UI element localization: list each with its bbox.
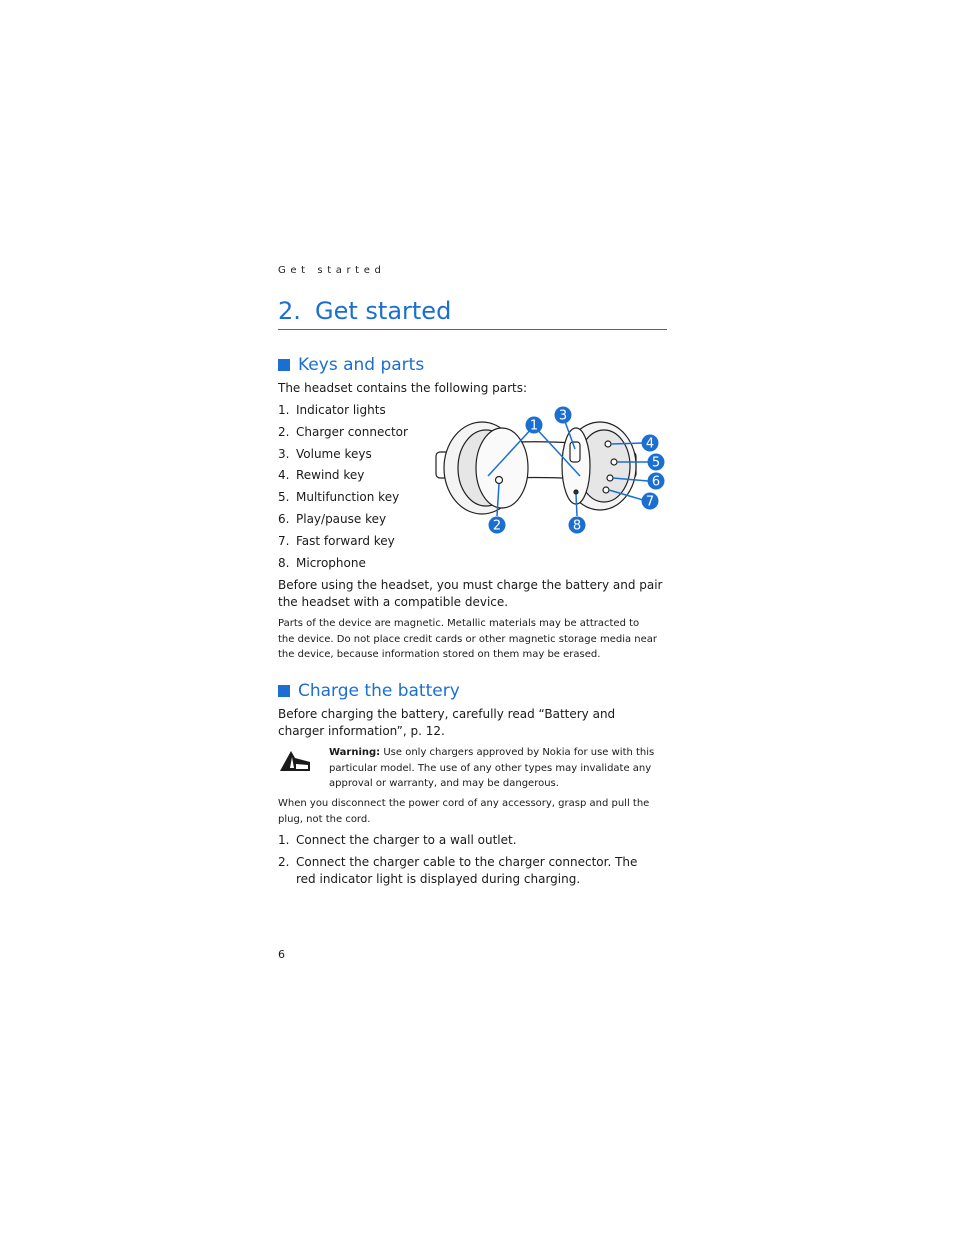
list-item xyxy=(278,424,438,446)
callout-line xyxy=(611,443,643,444)
warning-body: Use only chargers approved by Nokia for use with this particular model. The use of any other types may invalidate any approval or warranty, and may be dangerous. xyxy=(329,747,655,789)
rewind-key-shape xyxy=(605,441,611,447)
callout-5 xyxy=(648,454,665,471)
chapter-number: 2. xyxy=(278,297,301,325)
list-item-label: Volume keys xyxy=(296,446,372,461)
list-item xyxy=(278,832,638,849)
list-item-number: 5. xyxy=(278,490,290,505)
callout-label: 2 xyxy=(492,518,502,534)
disconnect-note: When you disconnect the power cord of any accessory, grasp and pull the plug, not the cord. xyxy=(278,798,650,825)
step-number: 1. xyxy=(278,833,290,847)
section-square-icon xyxy=(278,359,290,371)
list-item xyxy=(278,489,438,511)
step-number: 2. xyxy=(278,855,290,869)
list-item-label: Microphone xyxy=(296,555,366,570)
callout-label: 7 xyxy=(645,494,655,510)
list-item xyxy=(278,555,438,577)
section-title-charge-battery xyxy=(278,680,460,702)
callout-2 xyxy=(489,517,506,534)
callout-8 xyxy=(569,517,586,534)
list-item-number: 3. xyxy=(278,446,290,461)
headset-figure xyxy=(430,404,670,538)
section-title-text: Keys and parts xyxy=(298,355,425,375)
multifunction-key-shape xyxy=(611,459,617,465)
charger-port xyxy=(496,477,503,484)
list-item xyxy=(278,467,438,489)
section-title-keys-and-parts xyxy=(278,354,424,376)
charging-steps xyxy=(278,832,638,893)
callout-3 xyxy=(555,407,572,424)
step-text: Connect the charger to a wall outlet. xyxy=(296,833,517,847)
warning-text xyxy=(329,745,659,792)
callout-label: 8 xyxy=(572,518,582,534)
microphone-hole xyxy=(574,490,578,494)
callout-6 xyxy=(648,473,665,490)
callout-4 xyxy=(642,435,659,452)
callout-label: 1 xyxy=(529,418,539,434)
list-item-number: 4. xyxy=(278,468,290,483)
warning-label: Warning: xyxy=(329,747,381,758)
callout-label: 3 xyxy=(558,408,568,424)
callout-label: 5 xyxy=(651,455,661,471)
list-item-label: Charger connector xyxy=(296,424,408,439)
list-item-label: Indicator lights xyxy=(296,403,386,417)
section-title-text: Charge the battery xyxy=(298,681,460,701)
list-item xyxy=(278,854,638,888)
list-item xyxy=(278,533,438,555)
magnetic-note: Parts of the device are magnetic. Metallic materials may be attracted to the device. Do not place credit cards or other magnetic storage media near the device, because information stored on them may be erased. xyxy=(278,618,658,660)
list-item-number: 1. xyxy=(278,403,290,417)
callout-7 xyxy=(642,493,659,510)
warning-icon xyxy=(278,748,312,772)
list-item-number: 7. xyxy=(278,533,290,548)
list-item-label: Play/pause key xyxy=(296,511,387,526)
page-number: 6 xyxy=(278,948,285,961)
step-text: Connect the charger cable to the charger connector. The red indicator light is displayed during charging. xyxy=(296,855,638,886)
list-item-label: Multifunction key xyxy=(296,490,400,505)
list-item-number: 8. xyxy=(278,555,290,570)
callout-1 xyxy=(526,417,543,434)
parts-intro: The headset contains the following parts: xyxy=(278,381,528,395)
callout-line xyxy=(576,494,577,516)
parts-list xyxy=(278,402,438,576)
callout-label: 4 xyxy=(645,436,655,452)
list-item-number: 2. xyxy=(278,424,290,439)
list-item-label: Fast forward key xyxy=(296,533,395,548)
charge-intro: Before charging the battery, carefully read “Battery and charger information”, p. 12. xyxy=(278,707,616,738)
running-header: Get started xyxy=(278,265,386,276)
list-item xyxy=(278,511,438,533)
forward-key-shape xyxy=(603,487,609,493)
play-key-shape xyxy=(607,475,613,481)
volume-keys-shape xyxy=(570,442,580,462)
list-item xyxy=(278,446,438,468)
section-square-icon xyxy=(278,685,290,697)
list-item-number: 6. xyxy=(278,511,290,526)
chapter-title-text: Get started xyxy=(315,297,452,325)
chapter-title xyxy=(278,296,667,330)
before-use-text: Before using the headset, you must charge the battery and pair the headset with a compatible device. xyxy=(278,578,663,609)
callout-label: 6 xyxy=(651,474,661,490)
list-item xyxy=(278,402,438,424)
list-item-label: Rewind key xyxy=(296,468,365,483)
